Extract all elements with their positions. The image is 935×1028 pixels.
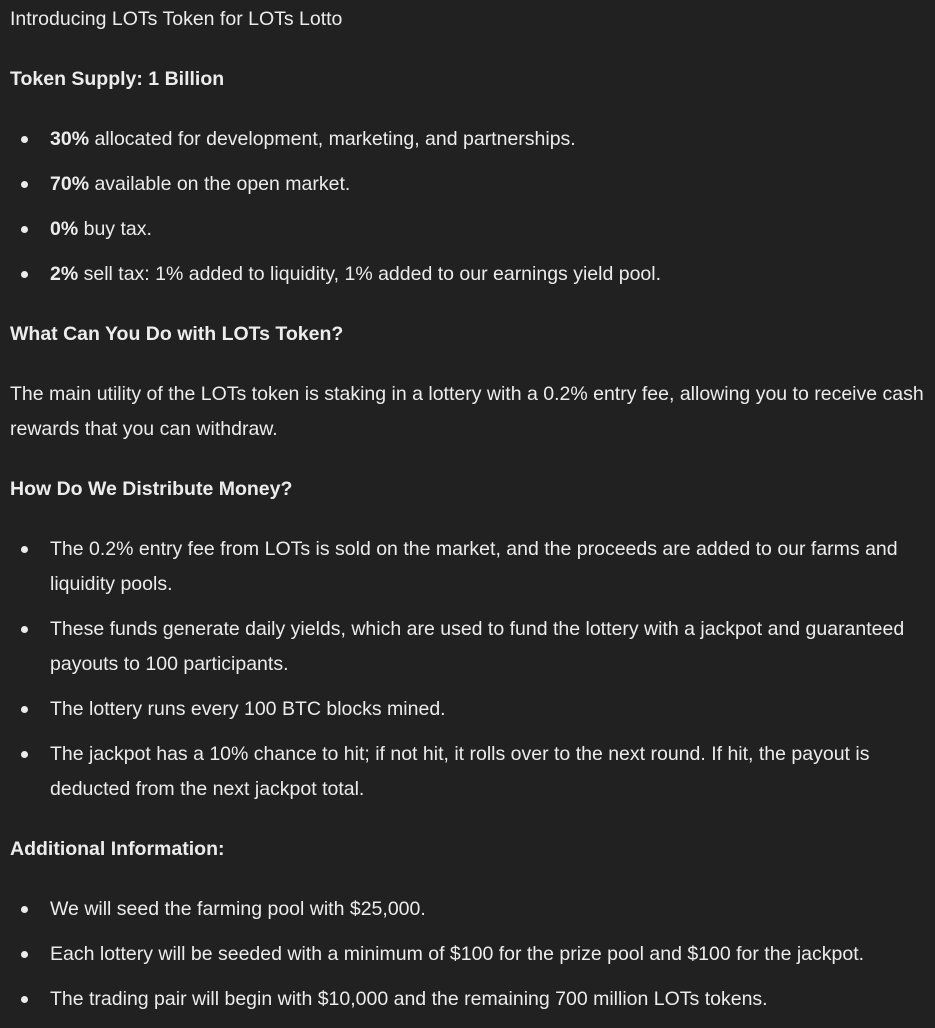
bullet-icon [21, 906, 28, 913]
bullet-icon [21, 181, 28, 188]
list-item [10, 167, 925, 202]
tax-percent: 2% [50, 263, 79, 285]
list-item [10, 737, 925, 807]
tax-percent: 0% [50, 218, 79, 240]
distribution-list [10, 532, 925, 807]
list-item-text: The jackpot has a 10% chance to hit; if not hit, it rolls over to the next round. If hit, the payout is deducted from the next jackpot total. [50, 743, 870, 800]
bullet-icon [21, 706, 28, 713]
allocation-percent: 70% [50, 173, 90, 195]
bullet-icon [21, 751, 28, 758]
utility-paragraph: The main utility of the LOTs token is staking in a lottery with a 0.2% entry fee, allowing you to receive cash rewards that you can withdraw. [10, 383, 924, 440]
bullet-icon [21, 626, 28, 633]
list-item-text: We will seed the farming pool with $25,000. [50, 898, 426, 920]
distribution-heading: How Do We Distribute Money? [10, 478, 293, 500]
bullet-icon [21, 226, 28, 233]
bullet-icon [21, 996, 28, 1003]
list-item-text: These funds generate daily yields, which are used to fund the lottery with a jackpot and guaranteed payouts to 100 participants. [50, 618, 905, 675]
utility-heading: What Can You Do with LOTs Token? [10, 323, 344, 345]
list-item [10, 937, 925, 972]
additional-info-list [10, 892, 925, 1017]
list-item-text: The trading pair will begin with $10,000 and the remaining 700 million LOTs tokens. [50, 988, 768, 1010]
bullet-icon [21, 271, 28, 278]
token-supply-list [10, 122, 925, 292]
list-item [10, 612, 925, 682]
list-item-text: Each lottery will be seeded with a minimum of $100 for the prize pool and $100 for the jackpot. [50, 943, 865, 965]
list-item [10, 692, 925, 727]
list-item [10, 892, 925, 927]
tax-text: buy tax. [78, 218, 152, 240]
list-item [10, 532, 925, 602]
allocation-text: available on the open market. [89, 173, 351, 195]
list-item [10, 982, 925, 1017]
bullet-icon [21, 951, 28, 958]
list-item-text: The 0.2% entry fee from LOTs is sold on the market, and the proceeds are added to our farms and liquidity pools. [50, 538, 898, 595]
list-item [10, 212, 925, 247]
allocation-percent: 30% [50, 128, 90, 150]
list-item-text: The lottery runs every 100 BTC blocks mined. [50, 698, 446, 720]
list-item [10, 122, 925, 157]
bullet-icon [21, 136, 28, 143]
allocation-text: allocated for development, marketing, and partnerships. [89, 128, 576, 150]
intro-line: Introducing LOTs Token for LOTs Lotto [10, 8, 343, 30]
token-supply-heading: Token Supply: 1 Billion [10, 68, 225, 90]
tax-text: sell tax: 1% added to liquidity, 1% added to our earnings yield pool. [78, 263, 662, 285]
list-item [10, 257, 925, 292]
additional-info-heading: Additional Information: [10, 838, 225, 860]
bullet-icon [21, 546, 28, 553]
